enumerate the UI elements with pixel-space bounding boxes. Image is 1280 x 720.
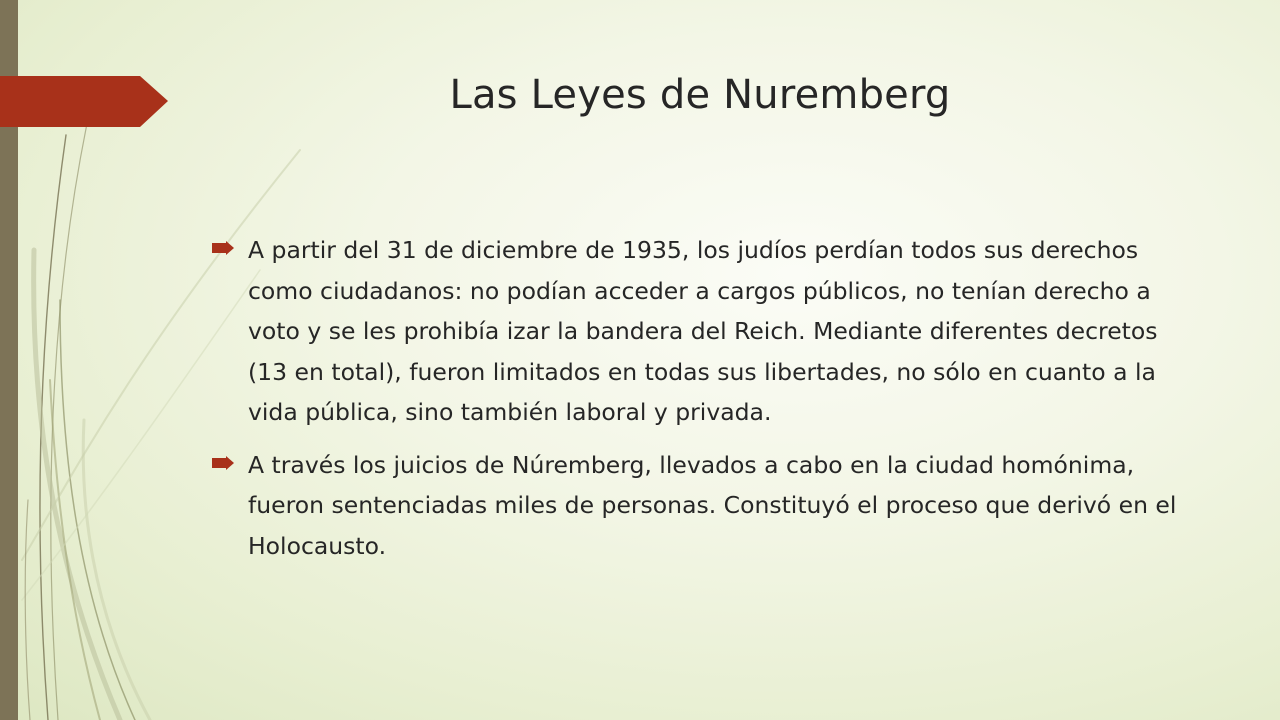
- bullet-item: [212, 445, 1202, 567]
- bullet-text: A partir del 31 de diciembre de 1935, los judíos perdían todos sus derechos como ciudadanos: no podían acceder a cargos públicos, no tenían derecho a voto y se les prohibía izar la bandera del Reich. Mediante diferentes decretos (13 en total), fueron limitados en todas sus libertades, no sólo en cuanto a la vida pública, sino también laboral y privada.: [248, 236, 1158, 426]
- bullet-item: [212, 230, 1202, 433]
- bullet-list: [212, 230, 1202, 578]
- arrow-bullet-icon: [212, 456, 238, 470]
- arrow-bullet-icon: [212, 241, 238, 255]
- title-accent-tab: [0, 0, 170, 130]
- bullet-text: A través los juicios de Núremberg, llevados a cabo en la ciudad homónima, fueron sentenciadas miles de personas. Constituyó el proceso que derivó en el Holocausto.: [248, 450, 1177, 560]
- slide-title: Las Leyes de Nuremberg: [449, 72, 951, 118]
